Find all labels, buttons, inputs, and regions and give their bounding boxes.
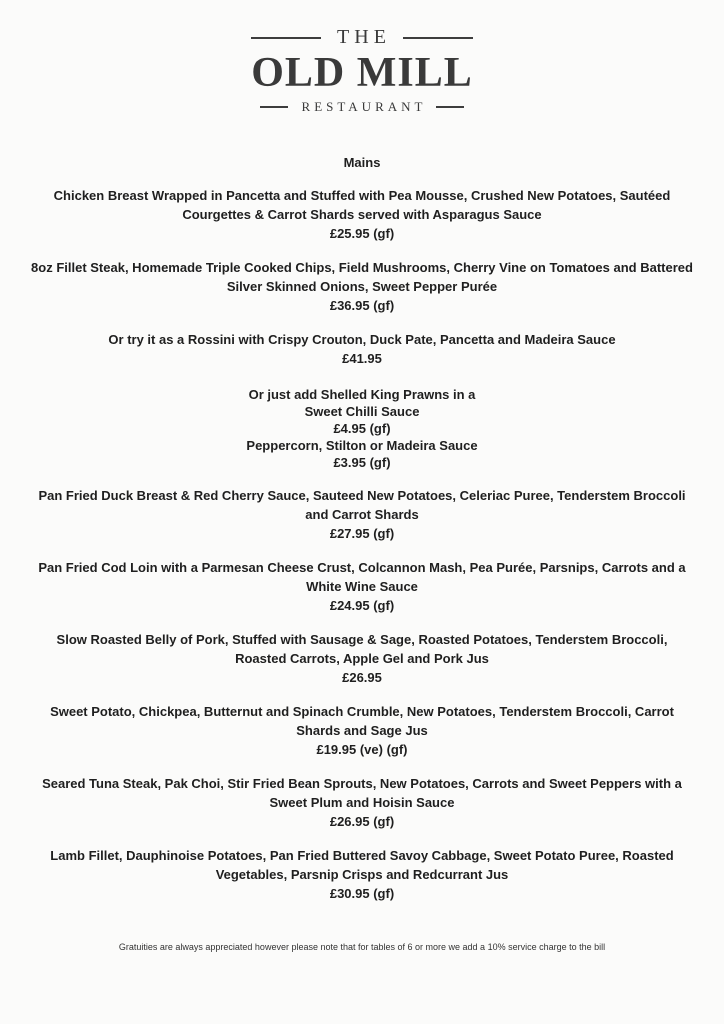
menu-item: [30, 702, 694, 759]
logo-top-row: [0, 26, 724, 49]
item-price: £36.95 (gf): [329, 298, 395, 313]
item-description: Or try it as a Rossini with Crispy Crouton, Duck Pate, Pancetta and Madeira Sauce: [108, 332, 616, 347]
item-price: £26.95 (gf): [329, 814, 395, 829]
item-price: £25.95 (gf): [329, 226, 395, 241]
logo-subtitle: RESTAURANT: [301, 99, 427, 114]
logo-bottom-row: [0, 99, 724, 115]
logo-sub-rule-right: [436, 106, 464, 108]
menu-item: [30, 486, 694, 543]
menu-item: [30, 186, 694, 243]
item-price: £27.95 (gf): [329, 526, 395, 541]
menu-items: [30, 186, 694, 918]
addon-text: Peppercorn, Stilton or Madeira Sauce: [246, 438, 478, 453]
addon-text: Sweet Chilli Sauce: [304, 404, 420, 419]
item-price: £26.95: [342, 670, 382, 685]
service-charge-note: Gratuities are always appreciated however please note that for tables of 6 or more we add a 10% service charge to the bill: [118, 942, 606, 952]
item-description: 8oz Fillet Steak, Homemade Triple Cooked Chips, Field Mushrooms, Cherry Vine on Tomatoes and Battered Silver Skinned Onions, Sweet Pepper Purée: [31, 260, 693, 294]
menu-item: [30, 258, 694, 315]
item-price: £19.95 (ve) (gf): [316, 742, 408, 757]
logo-name: OLD MILL: [251, 50, 473, 96]
item-description: Lamb Fillet, Dauphinoise Potatoes, Pan Fried Buttered Savoy Cabbage, Sweet Potato Puree, Roasted Vegetables, Parsnip Crisps and Redcurrant Jus: [50, 848, 674, 882]
addon-price: £3.95 (gf): [333, 455, 391, 470]
restaurant-logo: [0, 26, 724, 115]
section-title: Mains: [343, 155, 381, 170]
logo-sub-rule-left: [260, 106, 288, 108]
item-price: £24.95 (gf): [329, 598, 395, 613]
menu-item: [30, 630, 694, 687]
menu-item: [30, 774, 694, 831]
menu-item: [30, 330, 694, 368]
menu-item: [30, 558, 694, 615]
item-description: Pan Fried Cod Loin with a Parmesan Cheese Crust, Colcannon Mash, Pea Purée, Parsnips, Carrots and a White Wine Sauce: [38, 560, 686, 594]
logo-rule-left: [251, 37, 321, 39]
item-description: Slow Roasted Belly of Pork, Stuffed with Sausage & Sage, Roasted Potatoes, Tenderstem Broccoli, Roasted Carrots, Apple Gel and Pork Jus: [56, 632, 668, 666]
item-description: Sweet Potato, Chickpea, Butternut and Spinach Crumble, New Potatoes, Tenderstem Broccoli, Carrot Shards and Sage Jus: [50, 704, 674, 738]
item-description: Seared Tuna Steak, Pak Choi, Stir Fried Bean Sprouts, New Potatoes, Carrots and Sweet Peppers with a Sweet Plum and Hoisin Sauce: [42, 776, 682, 810]
logo-rule-right: [403, 37, 473, 39]
menu-item: [30, 846, 694, 903]
addon-text: Or just add Shelled King Prawns in a: [248, 387, 476, 402]
addon-price: £4.95 (gf): [333, 421, 391, 436]
item-price: £30.95 (gf): [329, 886, 395, 901]
item-description: Pan Fried Duck Breast & Red Cherry Sauce, Sauteed New Potatoes, Celeriac Puree, Tenderstem Broccoli and Carrot Shards: [38, 488, 686, 522]
item-description: Chicken Breast Wrapped in Pancetta and Stuffed with Pea Mousse, Crushed New Potatoes, Sautéed Courgettes & Carrot Shards served with Asparagus Sauce: [53, 188, 671, 222]
logo-the: THE: [337, 26, 391, 48]
item-price: £41.95: [342, 351, 382, 366]
addon-options: [30, 386, 694, 471]
